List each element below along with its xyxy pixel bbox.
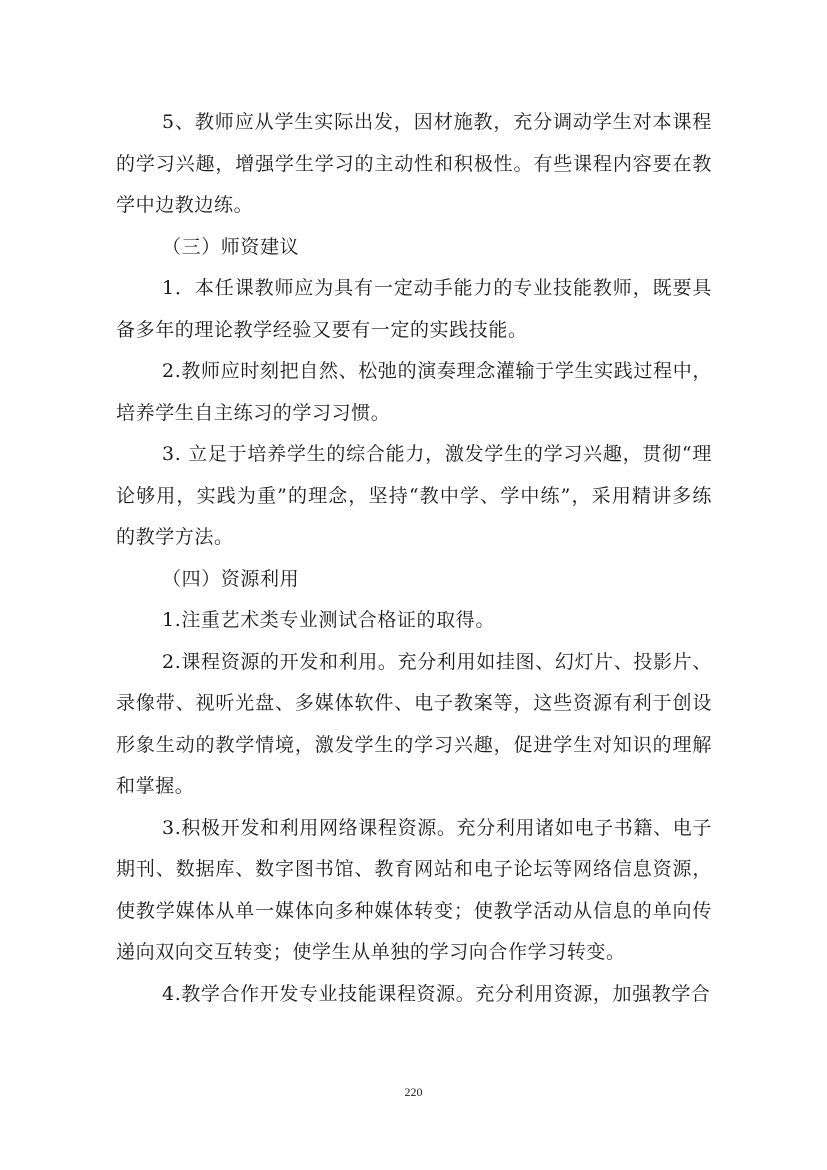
section-heading-resources: （四）资源利用 <box>162 567 300 590</box>
paragraph-resources-3: 3.积极开发和利用网络课程资源。充分利用诸如电子书籍、电子期刊、数据库、数字图书馆、教育网站和电子论坛等网络信息资源，使教学媒体从单一媒体向多种媒体转变；使教学活动从信息的单向传递向双向交互转变；使学生从单独的学习向合作学习转变。 <box>116 816 712 963</box>
page-number: 220 <box>404 1085 423 1099</box>
paragraph-resources-2: 2.课程资源的开发和利用。充分利用如挂图、幻灯片、投影片、录像带、视听光盘、多媒体软件、电子教案等，这些资源有利于创设形象生动的教学情境，激发学生的学习兴趣，促进学生对知识的理解和掌握。 <box>116 650 712 797</box>
paragraph-faculty-1: 1．本任课教师应为具有一定动手能力的专业技能教师，既要具备多年的理论教学经验又要有一定的实践技能。 <box>116 277 712 341</box>
paragraph-resources-4: 4.教学合作开发专业技能课程资源。充分利用资源，加强教学合 <box>162 982 711 1005</box>
paragraph-resources-1: 1.注重艺术类专业测试合格证的取得。 <box>162 609 495 631</box>
section-heading-faculty: （三）师资建议 <box>162 235 300 258</box>
paragraph-faculty-2: 2.教师应时刻把自然、松弛的演奏理念灌输于学生实践过程中，培养学生自主练习的学习习惯。 <box>116 360 712 424</box>
paragraph-faculty-3: 3. 立足于培养学生的综合能力，激发学生的学习兴趣，贯彻“理论够用，实践为重”的理念，坚持“教中学、学中练”，采用精讲多练的教学方法。 <box>116 443 712 548</box>
paragraph-teaching-method-5: 5、教师应从学生实际出发，因材施教，充分调动学生对本课程的学习兴趣，增强学生学习的主动性和积极性。有些课程内容要在教学中边教边练。 <box>116 111 712 216</box>
document-body <box>116 102 712 1015</box>
